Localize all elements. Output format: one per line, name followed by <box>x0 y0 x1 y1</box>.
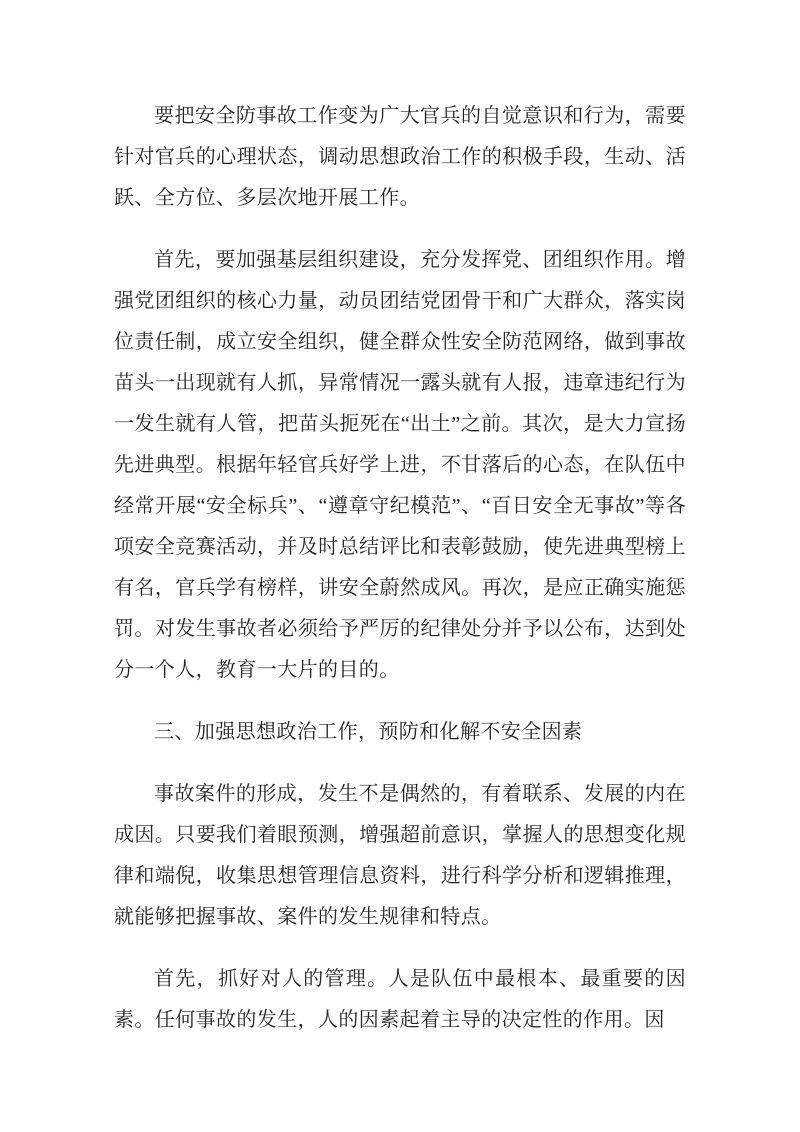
paragraph-people-management: 首先，抓好对人的管理。人是队伍中最根本、最重要的因素。任何事故的发生，人的因素起着主导的决定性的作用。因 <box>114 968 686 1031</box>
paragraph-causes: 事故案件的形成，发生不是偶然的，有着联系、发展的内在成因。只要我们着眼预测，增强超前意识，掌握人的思想变化规律和端倪，收集思想管理信息资料，进行科学分析和逻辑推理，就能够把握事故、案件的发生规律和特点。 <box>114 783 686 928</box>
paragraph-intro: 要把安全防事故工作变为广大官兵的自觉意识和行为，需要针对官兵的心理状态，调动思想政治工作的积极手段，生动、活跃、全方位、多层次地开展工作。 <box>114 105 686 209</box>
document-text-block <box>114 0 686 1041</box>
paragraph-measures: 首先，要加强基层组织建设，充分发挥党、团组织作用。增强党团组织的核心力量，动员团结党团骨干和广大群众，落实岗位责任制，成立安全组织，健全群众性安全防范网络，做到事故苗头一出现就有人抓，异常情况一露头就有人报，违章违纪行为一发生就有人管，把苗头扼死在“出土”之前。其次，是大力宣扬先进典型。根据年轻官兵好学上进，不甘落后的心态，在队伍中经常开展“安全标兵”、“遵章守纪模范”、“百日安全无事故”等各项安全竞赛活动，并及时总结评比和表彰鼓励，使先进典型榜上有名，官兵学有榜样，讲安全蔚然成风。再次，是应正确实施惩罚。对发生事故者必须给予严厉的纪律处分并予以公布，达到处分一个人，教育一大片的目的。 <box>114 249 686 681</box>
section-heading-three: 三、加强思想政治工作，预防和化解不安全因素 <box>154 721 583 743</box>
